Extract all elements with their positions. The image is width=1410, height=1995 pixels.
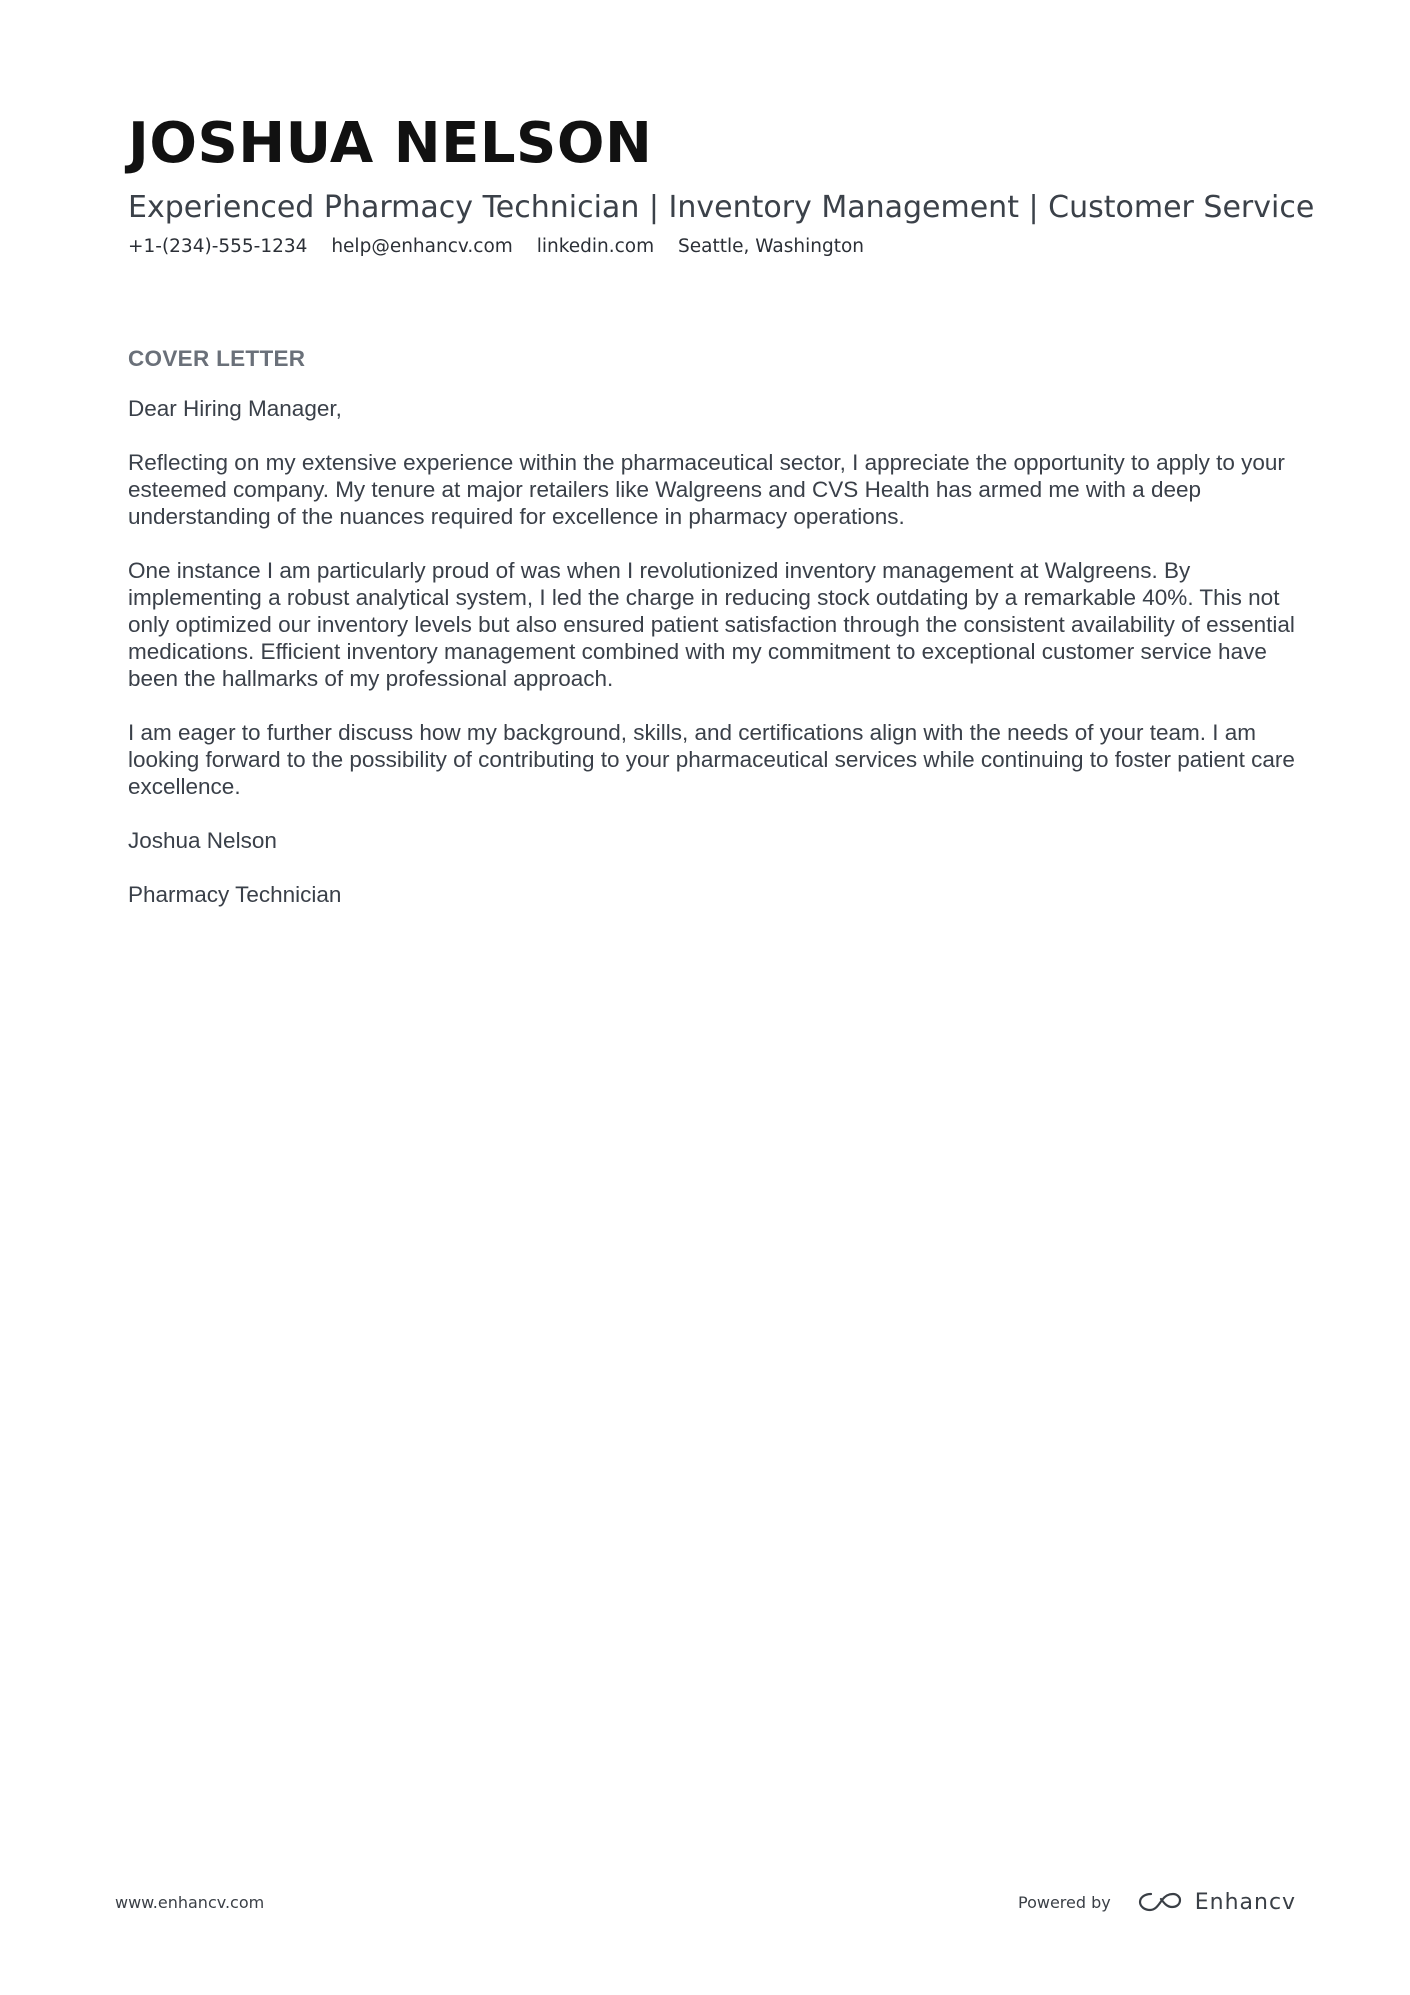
paragraph-2: One instance I am particularly proud of was when I revolutionized inventory management at Walgreens. By implementing a robust analytical system, I led the charge in reducing stock outdating by a remarkable 40%. This not only optimized our inventory levels but also ensured patient satisfaction through the consistent availability of essential medications. Efficient inventory management combined with my commitment to exceptional customer service have been the hallmarks of my professional approach. (128, 558, 1295, 691)
paragraph-3: I am eager to further discuss how my background, skills, and certifications align with the needs of your team. I am looking forward to the possibility of contributing to your pharmaceutical services while continuing to foster patient care excellence. (128, 720, 1295, 799)
enhancv-logo-icon (1137, 1890, 1183, 1914)
letter-body (128, 343, 1308, 935)
enhancv-brand-name: Enhancv (1194, 1889, 1297, 1915)
candidate-name: JOSHUA NELSON (128, 111, 653, 176)
header (128, 110, 1315, 260)
signature-title: Pharmacy Technician (128, 882, 342, 907)
salutation: Dear Hiring Manager, (128, 396, 342, 421)
powered-by-label: Powered by (1018, 1892, 1111, 1912)
section-title: COVER LETTER (128, 346, 306, 371)
contact-phone: +1-(234)-555-1234 (128, 236, 308, 257)
contact-info (128, 234, 1308, 260)
contact-location: Seattle, Washington (678, 236, 864, 257)
footer-website[interactable]: www.enhancv.com (115, 1893, 265, 1912)
footer-branding[interactable] (1018, 1882, 1296, 1922)
candidate-headline: Experienced Pharmacy Technician | Inventory Management | Customer Service (128, 190, 1315, 225)
contact-email[interactable]: help@enhancv.com (331, 236, 513, 257)
contact-linkedin[interactable]: linkedin.com (536, 236, 655, 257)
paragraph-1: Reflecting on my extensive experience within the pharmaceutical sector, I appreciate the opportunity to apply to your esteemed company. My tenure at major retailers like Walgreens and CVS Health has armed me with a deep understanding of the nuances required for excellence in pharmacy operations. (128, 450, 1285, 529)
signature-name: Joshua Nelson (128, 828, 277, 853)
